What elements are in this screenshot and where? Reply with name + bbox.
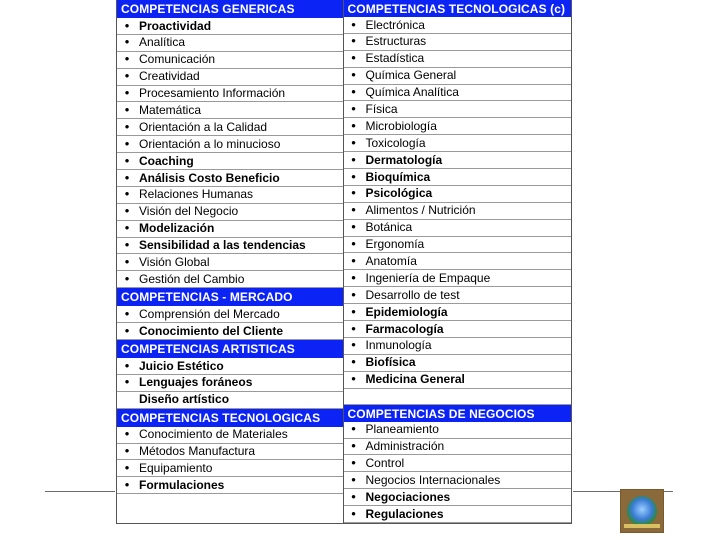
list-item-label: Química General bbox=[365, 68, 457, 83]
list-item-label: Relaciones Humanas bbox=[139, 187, 254, 202]
bullet-icon: • bbox=[351, 219, 356, 235]
list-item-label: Juicio Estético bbox=[139, 358, 224, 373]
list-item-label: Psicológica bbox=[365, 186, 433, 201]
list-item bbox=[344, 237, 572, 254]
list-item-label: Ingeniería de Empaque bbox=[365, 270, 491, 285]
bullet-icon: • bbox=[351, 118, 356, 133]
list-item-label: Comunicación bbox=[139, 52, 216, 67]
list-item bbox=[344, 372, 572, 389]
bullet-icon: • bbox=[124, 186, 130, 202]
list-mercado bbox=[117, 306, 343, 340]
list-item-label: Toxicología bbox=[365, 135, 426, 150]
list-item-label: Análisis Costo Beneficio bbox=[139, 170, 280, 185]
list-item-label: Estructuras bbox=[365, 34, 427, 49]
bullet-icon: • bbox=[351, 202, 356, 218]
list-item bbox=[344, 135, 572, 152]
competencias-table bbox=[116, 0, 572, 524]
list-item bbox=[344, 220, 572, 237]
list-item-label: Electrónica bbox=[365, 17, 425, 32]
list-item-label: Regulaciones bbox=[365, 506, 444, 521]
header-competencias-mercado: COMPETENCIAS - MERCADO bbox=[117, 288, 343, 306]
list-item-label: Química Analítica bbox=[365, 85, 459, 100]
list-item bbox=[117, 306, 343, 323]
list-item bbox=[117, 35, 343, 52]
list-item-label: Sensibilidad a las tendencias bbox=[139, 238, 306, 253]
list-item-label: Bioquímica bbox=[365, 169, 431, 184]
bullet-icon: • bbox=[124, 68, 130, 84]
list-item bbox=[344, 186, 572, 203]
list-item bbox=[344, 455, 572, 472]
decorative-rule-left bbox=[45, 491, 115, 492]
bullet-icon: • bbox=[124, 358, 130, 373]
list-item bbox=[117, 238, 343, 255]
list-item bbox=[117, 221, 343, 238]
list-tecnologicas-right bbox=[344, 17, 572, 389]
header-competencias-artisticas: COMPETENCIAS ARTISTICAS bbox=[117, 340, 343, 358]
list-item-label: Conocimiento del Cliente bbox=[139, 323, 284, 338]
bullet-icon: • bbox=[351, 84, 356, 100]
bullet-icon: • bbox=[351, 455, 356, 470]
bullet-icon: • bbox=[351, 33, 356, 49]
list-item-label: Orientación a la Calidad bbox=[139, 119, 268, 134]
list-item-label: Inmunología bbox=[365, 338, 432, 353]
list-item bbox=[344, 51, 572, 68]
list-item-label: Visión Global bbox=[139, 254, 210, 269]
list-item bbox=[117, 477, 343, 494]
list-item bbox=[344, 34, 572, 51]
bullet-icon: • bbox=[124, 477, 130, 492]
list-item-label: Proactividad bbox=[139, 18, 212, 33]
list-item bbox=[117, 153, 343, 170]
bullet-icon: • bbox=[351, 135, 356, 150]
list-genericas bbox=[117, 18, 343, 288]
logo-globe-icon bbox=[627, 496, 657, 526]
bullet-icon: • bbox=[351, 50, 356, 66]
bullet-icon: • bbox=[351, 270, 356, 285]
list-item-label: Estadística bbox=[365, 51, 425, 66]
list-item bbox=[344, 321, 572, 338]
list-item-label: Planeamiento bbox=[365, 422, 439, 437]
list-item-label: Medicina General bbox=[365, 372, 465, 387]
list-item bbox=[117, 254, 343, 271]
bullet-icon: • bbox=[351, 438, 356, 454]
list-item bbox=[117, 86, 343, 103]
list-item bbox=[344, 101, 572, 118]
bullet-icon: • bbox=[351, 152, 356, 167]
list-item bbox=[344, 152, 572, 169]
list-item-label: Formulaciones bbox=[139, 477, 225, 492]
list-artisticas bbox=[117, 358, 343, 409]
list-item-label: Negocios Internacionales bbox=[365, 472, 501, 487]
list-item bbox=[117, 102, 343, 119]
list-item-label: Farmacología bbox=[365, 321, 444, 336]
list-item-label: Lenguajes foráneos bbox=[139, 375, 253, 390]
bullet-icon: • bbox=[124, 34, 130, 50]
list-item bbox=[117, 375, 343, 392]
bullet-icon: • bbox=[124, 85, 130, 101]
list-item-label: Negociaciones bbox=[365, 489, 451, 504]
bullet-icon: • bbox=[351, 169, 356, 184]
list-item bbox=[344, 270, 572, 287]
list-item-label: Microbiología bbox=[365, 118, 437, 133]
list-item-label: Orientación a lo minucioso bbox=[139, 136, 281, 151]
list-item-label: Creatividad bbox=[139, 69, 200, 84]
bullet-icon: • bbox=[124, 220, 130, 236]
bullet-icon: • bbox=[124, 271, 130, 286]
bullet-icon: • bbox=[351, 489, 356, 504]
logo-band bbox=[624, 524, 660, 528]
list-item-label: Botánica bbox=[365, 220, 413, 235]
list-item bbox=[117, 271, 343, 288]
bullet-icon: • bbox=[351, 17, 356, 32]
list-item bbox=[344, 169, 572, 186]
bullet-icon: • bbox=[351, 185, 356, 201]
list-item-label: Desarrollo de test bbox=[365, 287, 460, 302]
list-item bbox=[117, 187, 343, 204]
list-item bbox=[117, 52, 343, 69]
list-item-label: Epidemiología bbox=[365, 304, 448, 319]
list-item bbox=[117, 427, 343, 444]
list-item bbox=[117, 204, 343, 221]
list-negocios bbox=[344, 422, 572, 523]
list-item bbox=[344, 439, 572, 456]
bullet-icon: • bbox=[124, 426, 130, 442]
bullet-icon: • bbox=[351, 101, 356, 116]
header-competencias-genericas: COMPETENCIAS GENERICAS bbox=[117, 0, 343, 18]
list-item-label: Conocimiento de Materiales bbox=[139, 427, 288, 442]
list-item bbox=[344, 355, 572, 372]
bullet-icon: • bbox=[124, 306, 130, 321]
list-item-label: Diseño artístico bbox=[139, 392, 230, 407]
list-item bbox=[344, 472, 572, 489]
list-item bbox=[344, 17, 572, 34]
list-item bbox=[117, 460, 343, 477]
bullet-icon: • bbox=[124, 102, 130, 117]
list-tecnologicas-left bbox=[117, 427, 343, 495]
list-item bbox=[344, 85, 572, 102]
list-item bbox=[344, 287, 572, 304]
list-item bbox=[344, 489, 572, 506]
header-competencias-tecnologicas: COMPETENCIAS TECNOLOGICAS bbox=[117, 409, 343, 427]
bullet-icon: • bbox=[124, 460, 130, 475]
bullet-icon: • bbox=[351, 236, 356, 252]
list-item-label: Matemática bbox=[139, 102, 202, 117]
list-item-label: Comprensión del Mercado bbox=[139, 306, 280, 321]
list-item-label: Control bbox=[365, 455, 405, 470]
bullet-icon: • bbox=[351, 321, 356, 336]
bullet-icon: • bbox=[351, 354, 356, 370]
bullet-icon: • bbox=[351, 506, 356, 521]
list-item bbox=[117, 170, 343, 187]
left-column bbox=[117, 0, 344, 523]
bullet-icon: • bbox=[351, 67, 356, 83]
bullet-icon: • bbox=[124, 170, 130, 185]
bullet-icon: • bbox=[124, 18, 130, 33]
list-item-label: Biofísica bbox=[365, 355, 416, 370]
list-item bbox=[117, 392, 343, 409]
list-item-label: Procesamiento Información bbox=[139, 86, 286, 101]
list-item bbox=[117, 136, 343, 153]
list-item-label: Coaching bbox=[139, 153, 194, 168]
bullet-icon: • bbox=[351, 371, 356, 387]
bullet-icon: • bbox=[351, 287, 356, 302]
list-item-label: Dermatología bbox=[365, 152, 443, 167]
list-item bbox=[117, 444, 343, 461]
list-item bbox=[344, 203, 572, 220]
list-item bbox=[344, 422, 572, 439]
bullet-icon: • bbox=[124, 237, 130, 253]
bullet-icon: • bbox=[124, 374, 130, 390]
bullet-icon: • bbox=[351, 337, 356, 353]
list-item-label: Administración bbox=[365, 439, 445, 454]
bullet-icon: • bbox=[124, 323, 130, 338]
list-item-label: Alimentos / Nutrición bbox=[365, 203, 476, 218]
bullet-icon: • bbox=[124, 119, 130, 134]
list-item-label: Ergonomía bbox=[365, 237, 425, 252]
list-item bbox=[117, 18, 343, 35]
bullet-icon: • bbox=[124, 51, 130, 67]
list-item bbox=[117, 358, 343, 375]
bullet-icon: • bbox=[351, 304, 356, 319]
bullet-icon: • bbox=[351, 253, 356, 268]
header-competencias-tecnologicas-c: COMPETENCIAS TECNOLOGICAS (c) bbox=[344, 0, 572, 17]
list-item-label: Analítica bbox=[139, 35, 186, 50]
list-item bbox=[344, 304, 572, 321]
header-competencias-negocios: COMPETENCIAS DE NEGOCIOS bbox=[344, 405, 572, 422]
list-item bbox=[344, 506, 572, 523]
bullet-icon: • bbox=[124, 254, 130, 269]
list-item-label: Equipamiento bbox=[139, 460, 213, 475]
bullet-icon: • bbox=[124, 153, 130, 168]
empty-space bbox=[117, 494, 343, 523]
list-item-label: Visión del Negocio bbox=[139, 204, 239, 219]
list-item bbox=[117, 323, 343, 340]
list-item bbox=[344, 118, 572, 135]
list-item bbox=[117, 119, 343, 136]
bullet-icon: • bbox=[351, 421, 356, 437]
institution-logo bbox=[620, 489, 664, 533]
list-item bbox=[344, 68, 572, 85]
bullet-icon: • bbox=[124, 203, 130, 219]
list-item-label: Modelización bbox=[139, 221, 215, 236]
list-item bbox=[344, 253, 572, 270]
bullet-icon: • bbox=[124, 443, 130, 459]
bullet-icon: • bbox=[351, 472, 356, 487]
list-item-label: Física bbox=[365, 101, 398, 116]
list-item bbox=[117, 69, 343, 86]
bullet-icon: • bbox=[124, 136, 130, 151]
list-item-label: Gestión del Cambio bbox=[139, 271, 245, 286]
list-item-label: Anatomía bbox=[365, 253, 417, 268]
list-item bbox=[344, 338, 572, 355]
right-column bbox=[344, 0, 572, 523]
blank-row bbox=[344, 389, 572, 405]
list-item-label: Métodos Manufactura bbox=[139, 444, 256, 459]
